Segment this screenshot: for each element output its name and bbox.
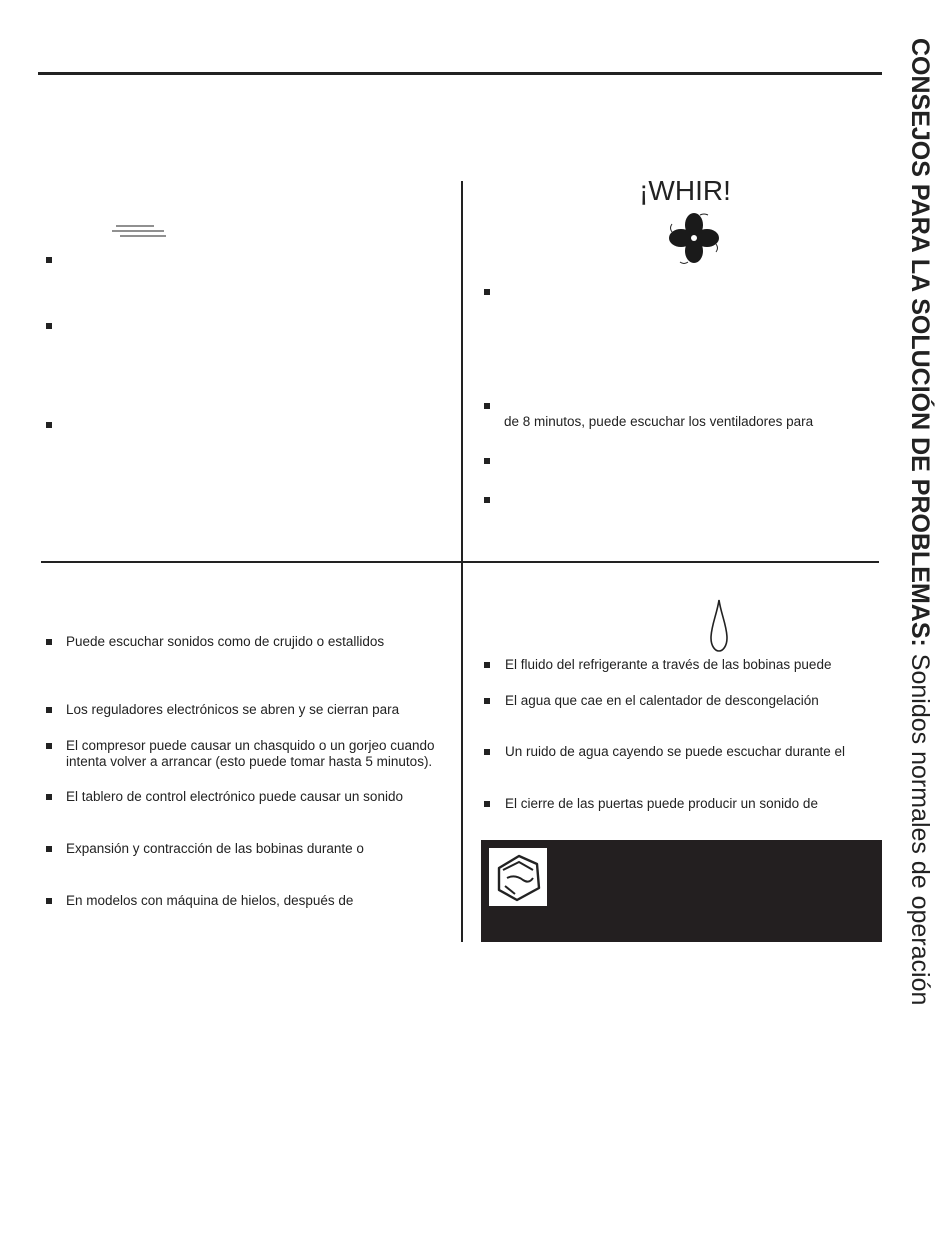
bullet-marker (46, 743, 52, 749)
side-title-rest: Sonidos normales de operación (906, 653, 934, 1006)
side-title-strong: CONSEJOS PARA LA SOLUCIÓN DE PROBLEMAS: (906, 38, 934, 647)
bullet-marker (46, 707, 52, 713)
bullet-marker (46, 898, 52, 904)
top-rule (38, 72, 882, 75)
bullet-marker (484, 458, 490, 464)
note-icon-frame (489, 848, 547, 906)
note-icon (489, 848, 547, 906)
side-title (900, 38, 940, 1148)
bullet-marker (484, 403, 490, 409)
bullet-marker (46, 846, 52, 852)
list-item: El agua que cae en el calentador de descongelación (505, 693, 819, 708)
bullet-marker (46, 257, 52, 263)
right-section-divider (463, 561, 879, 563)
list-item: de 8 minutos, puede escuchar los ventiladores para (504, 414, 814, 429)
bullet-marker (484, 698, 490, 704)
bullet-marker (46, 422, 52, 428)
water-drop-icon (708, 598, 730, 654)
bullet-marker (484, 289, 490, 295)
left-section-divider (41, 561, 462, 563)
whir-sound-label: ¡WHIR! (639, 175, 731, 206)
list-item: El fluido del refrigerante a través de las bobinas puede (505, 657, 832, 672)
bullet-marker (484, 662, 490, 668)
bullet-marker (484, 801, 490, 807)
note-box (481, 840, 882, 942)
list-item: En modelos con máquina de hielos, después de (66, 893, 354, 908)
bullet-marker (46, 639, 52, 645)
fan-icon (666, 210, 722, 266)
bullet-marker (46, 323, 52, 329)
bullet-marker (484, 497, 490, 503)
list-item: El tablero de control electrónico puede causar un sonido (66, 789, 403, 804)
list-item: El compresor puede causar un chasquido o un gorjeo cuando intenta volver a arrancar (esto puede tomar hasta 5 minutos). (66, 738, 435, 769)
list-item: Un ruido de agua cayendo se puede escuchar durante el (505, 744, 845, 759)
bullet-marker (46, 794, 52, 800)
list-item: Puede escuchar sonidos como de crujido o estallidos (66, 634, 385, 649)
list-item: El cierre de las puertas puede producir un sonido de (505, 796, 818, 811)
list-item: Los reguladores electrónicos se abren y se cierran para (66, 702, 400, 717)
sound-lines-icon (110, 222, 168, 238)
list-item: Expansión y contracción de las bobinas durante o (66, 841, 364, 856)
bullet-marker (484, 749, 490, 755)
